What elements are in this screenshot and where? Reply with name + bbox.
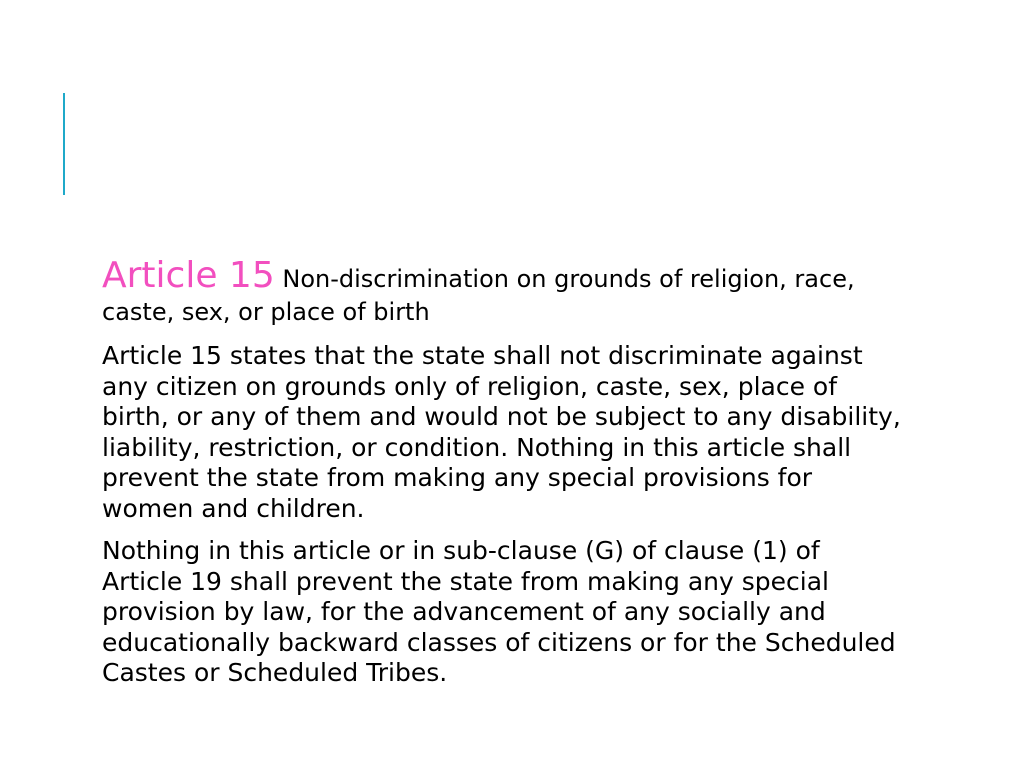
- article-heading: [102, 255, 902, 329]
- paragraph-2: Nothing in this article or in sub-clause (G) of clause (1) of Article 19 shall prevent the state from making any special provision by law, for the advancement of any socially and educationally backward classes of citizens or for the Scheduled Castes or Scheduled Tribes.: [102, 536, 896, 687]
- article-label: Article 15: [102, 255, 275, 296]
- slide-content: [102, 255, 902, 701]
- accent-bar: [63, 93, 65, 195]
- article-title: Non-discrimination on grounds of religion, race, caste, sex, or place of birth: [102, 265, 855, 326]
- paragraph-1: Article 15 states that the state shall not discriminate against any citizen on grounds only of religion, caste, sex, place of birth, or any of them and would not be subject to any disability, liability, restriction, or condition. Nothing in this article shall prevent the state from making any special provisions for women and children.: [102, 341, 901, 523]
